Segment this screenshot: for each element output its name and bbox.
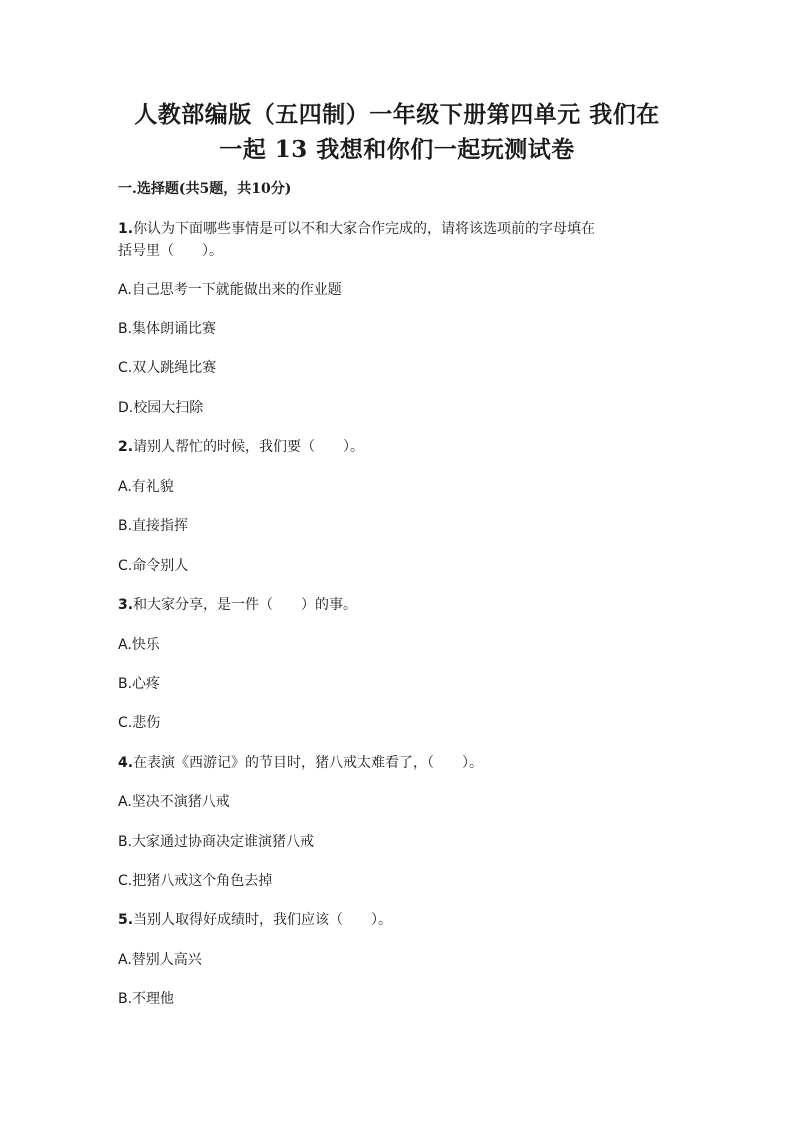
question-number: 4.: [118, 755, 134, 771]
question-3-option-a: A.快乐: [118, 637, 160, 653]
section-heading: 一.选择题(共5题，共10分): [118, 181, 292, 197]
question-text: 当别人取得好成绩时，我们应该（ ）。: [133, 912, 393, 928]
question-5-text: [118, 909, 392, 929]
question-4-option-c: C.把猪八戒这个角色去掉: [118, 873, 273, 889]
question-2-option-b: B.直接指挥: [118, 518, 189, 534]
question-1-option-d: D.校园大扫除: [118, 400, 204, 416]
question-2-option-c: C.命令别人: [118, 558, 189, 574]
question-number: 3.: [118, 597, 134, 613]
question-text: 在表演《西游记》的节目时，猪八戒太难看了，（ ）。: [133, 755, 484, 771]
question-text: 和大家分享，是一件（ ）的事。: [133, 597, 358, 613]
question-4-text: [118, 752, 483, 772]
page-title-line-1: 人教部编版（五四制）一年级下册第四单元 我们在: [134, 101, 660, 128]
question-number: 2.: [118, 439, 134, 455]
question-number: 5.: [118, 912, 134, 928]
question-3-option-b: B.心疼: [118, 676, 161, 692]
question-1-text-cont: 括号里（ ）。: [118, 243, 223, 259]
question-1-text: [118, 218, 595, 238]
question-number: 1.: [118, 221, 134, 237]
question-2-option-a: A.有礼貌: [118, 479, 174, 495]
question-4-option-b: B.大家通过协商决定谁演猪八戒: [118, 834, 315, 850]
question-1-option-c: C.双人跳绳比赛: [118, 360, 217, 376]
question-2-text: [118, 436, 364, 456]
question-3-option-c: C.悲伤: [118, 715, 161, 731]
question-1-option-a: A.自己思考一下就能做出来的作业题: [118, 282, 342, 298]
question-5-option-a: A.替别人高兴: [118, 952, 202, 968]
page-title-line-2: 一起 13 我想和你们一起玩测试卷: [219, 136, 575, 163]
question-text: 你认为下面哪些事情是可以不和大家合作完成的，请将该选项前的字母填在: [133, 221, 596, 237]
question-4-option-a: A.坚决不演猪八戒: [118, 794, 230, 810]
question-1-option-b: B.集体朗诵比赛: [118, 321, 217, 337]
question-3-text: [118, 594, 357, 614]
question-text: 请别人帮忙的时候，我们要（ ）。: [133, 439, 365, 455]
question-5-option-b: B.不理他: [118, 991, 175, 1007]
